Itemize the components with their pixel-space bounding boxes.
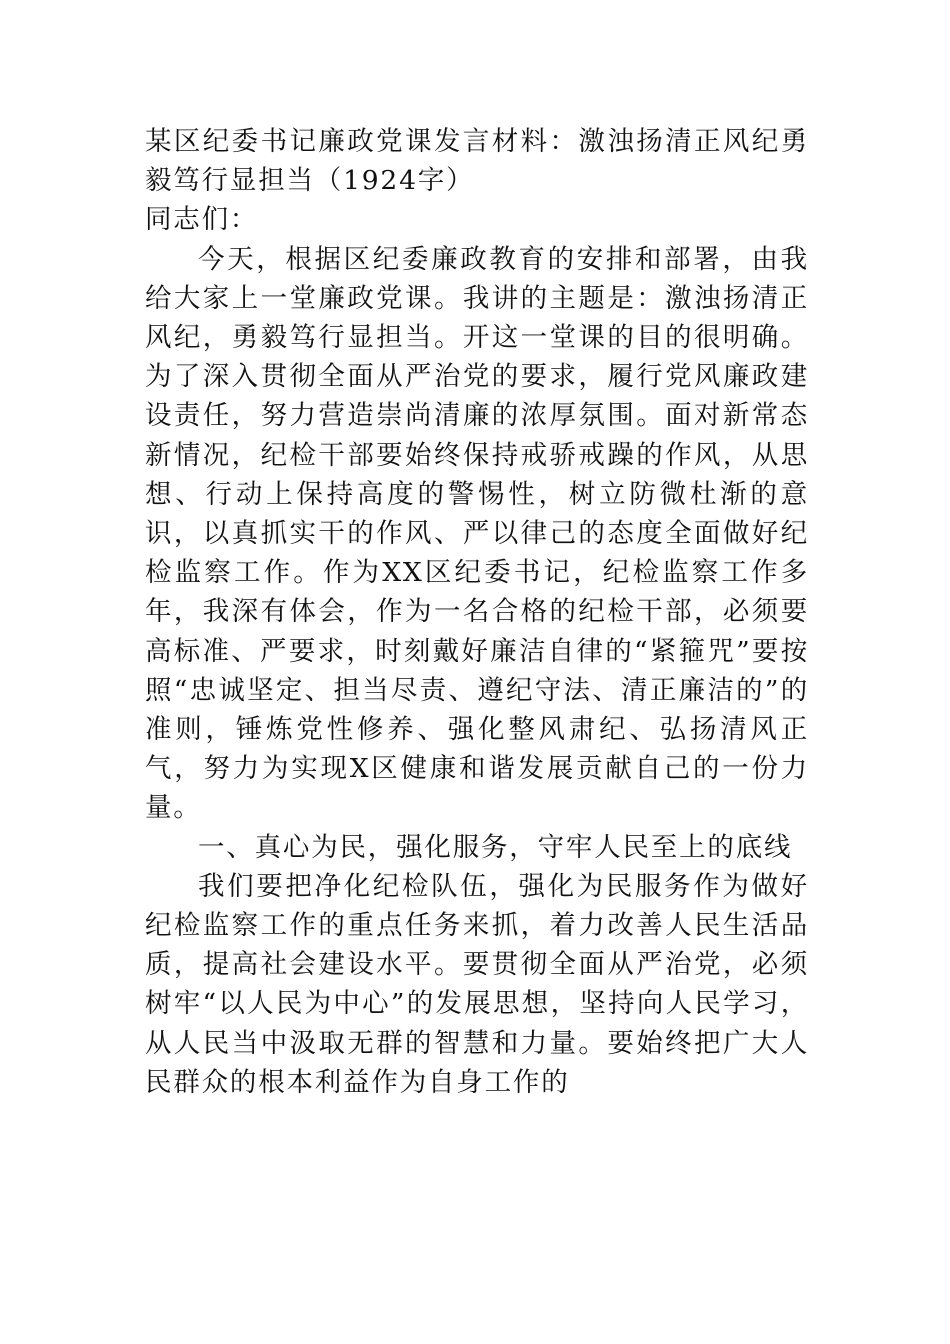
salutation: 同志们： [145,204,259,236]
paragraph-intro: 今天，根据区纪委廉政教育的安排和部署，由我给大家上一堂廉政党课。我讲的主题是：激浊扬清正风纪，勇毅笃行显担当。开这一堂课的目的很明确。为了深入贯彻全面从严治党的要求，履行党风廉政建设责任，努力营造崇尚清廉的浓厚氛围。面对新常态新情况，纪检干部要始终保持戒骄戒躁的作风，从思想、行动上保持高度的警惕性，树立防微杜渐的意识，以真抓实干的作风、严以律己的态度全面做好纪检监察工作。作为XX区纪委书记，纪检监察工作多年，我深有体会，作为一名合格的纪检干部，必须要高标准、严要求，时刻戴好廉洁自律的“紧箍咒”要按照“忠诚坚定、担当尽责、遵纪守法、清正廉洁的”的准则，锤炼党性修养、强化整风肃纪、弘扬清风正气，努力为实现X区健康和谐发展贡献自己的一份力量。 [145,243,809,824]
section-heading-1: 一、真心为民，强化服务，守牢人民至上的底线 [198,831,793,863]
document-title: 某区纪委书记廉政党课发言材料：激浊扬清正风纪勇毅笃行显担当（1924字） [145,126,809,197]
document-body [145,122,809,1102]
paragraph-section-1: 我们要把净化纪检队伍，强化为民服务作为做好纪检监察工作的重点任务来抓，着力改善人民生活品质，提高社会建设水平。要贯彻全面从严治党，必须树牢“以人民为中心”的发展思想，坚持向人民学习，从人民当中汲取无群的智慧和力量。要始终把广大人民群众的根本利益作为自身工作的 [145,870,809,1098]
